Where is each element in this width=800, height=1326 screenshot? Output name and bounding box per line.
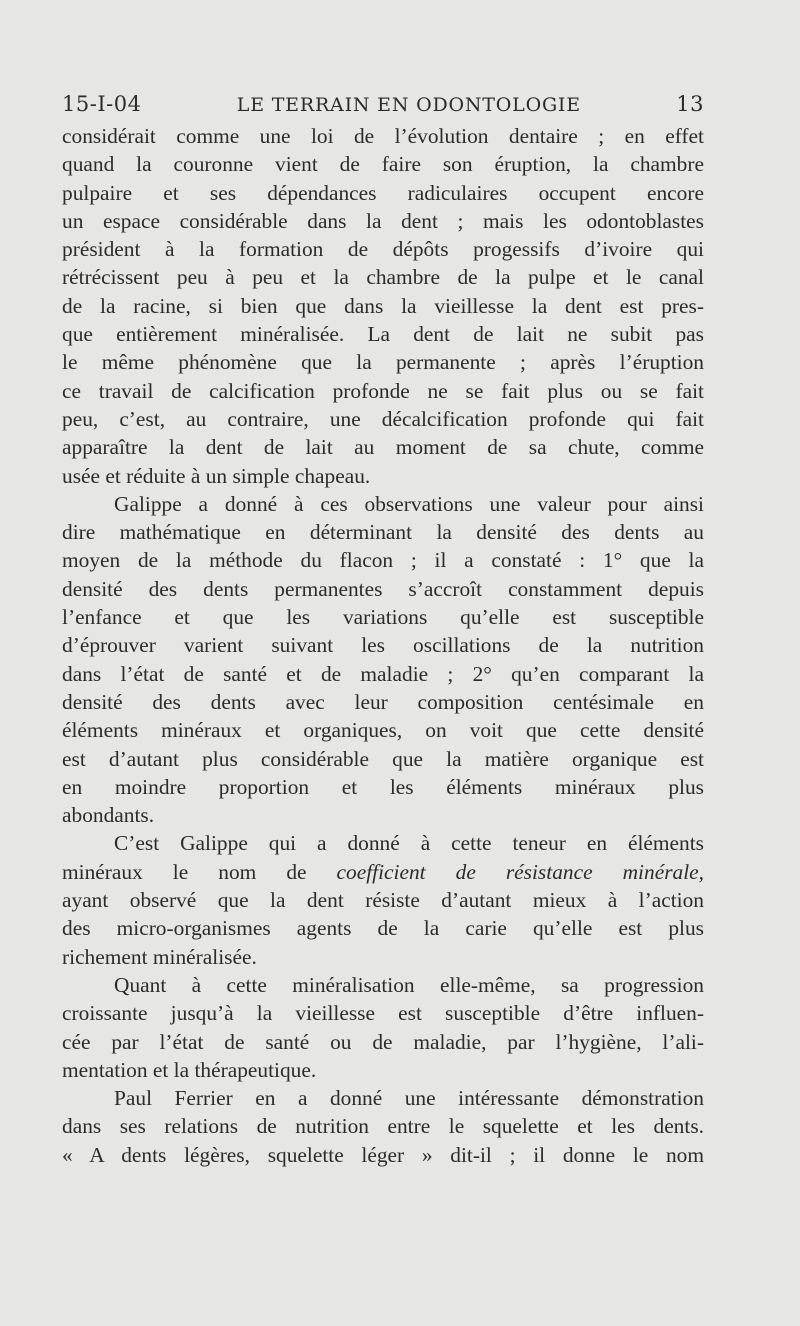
text-line: cée par l’état de santé ou de maladie, par l’hygiène, l’ali- — [62, 1029, 704, 1054]
text-line: moyen de la méthode du flacon ; il a constaté : 1° que la — [62, 548, 704, 573]
text-line: dans ses relations de nutrition entre le squelette et les dents. — [62, 1114, 704, 1139]
text-line: dire mathématique en déterminant la densité des dents au — [62, 520, 704, 545]
text-line: un espace considérable dans la dent ; mais les odontoblastes — [62, 208, 704, 233]
text-line: abondants. — [62, 803, 155, 828]
text-line: mentation et la thérapeutique. — [62, 1057, 317, 1082]
paragraph-4 — [62, 971, 704, 1084]
text-line: peu, c’est, au contraire, une décalcification profonde qui fait — [62, 406, 704, 431]
text-line: rétrécissent peu à peu et la chambre de la pulpe et le canal — [62, 265, 704, 290]
text-line: en moindre proportion et les éléments minéraux plus — [62, 774, 704, 799]
paragraph-3 — [62, 829, 704, 970]
text-line: éléments minéraux et organiques, on voit que cette densité — [62, 718, 704, 743]
text-line: usée et réduite à un simple chapeau. — [62, 463, 371, 488]
text-line: considérait comme une loi de l’évolution dentaire ; en effet — [62, 124, 704, 148]
text-line: est d’autant plus considérable que la matière organique est — [62, 746, 704, 771]
text-run: minéraux le nom de — [62, 859, 337, 884]
paragraph-5 — [62, 1084, 704, 1169]
text-line: apparaître la dent de lait au moment de sa chute, comme — [62, 435, 704, 460]
header-date: 15-I-04 — [62, 92, 142, 116]
text-line — [62, 858, 704, 886]
page-number: 13 — [676, 92, 704, 116]
text-line: Paul Ferrier en a donné une intéressante démonstration — [114, 1086, 704, 1111]
text-line: pulpaire et ses dépendances radiculaires occupent encore — [62, 180, 704, 205]
text-line: C’est Galippe qui a donné à cette teneur en éléments — [114, 831, 704, 856]
text-line: croissante jusqu’à la vieillesse est susceptible d’être influen- — [62, 1001, 704, 1026]
header-title: LE TERRAIN EN ODONTOLOGIE — [236, 94, 581, 116]
text-line: richement minéralisée. — [62, 944, 257, 969]
text-line: l’enfance et que les variations qu’elle est susceptible — [62, 605, 704, 630]
text-line: « A dents légères, squelette léger » dit-il ; il donne le nom — [62, 1142, 704, 1167]
text-line: ce travail de calcification profonde ne se fait plus ou se fait — [62, 378, 704, 403]
text-line: densité des dents avec leur composition centésimale en — [62, 689, 704, 714]
paragraph-1 — [62, 122, 704, 490]
text-line: ayant observé que la dent résiste d’autant mieux à l’action — [62, 888, 704, 913]
text-line: de la racine, si bien que dans la vieillesse la dent est pres- — [62, 293, 704, 318]
text-line: dans l’état de santé et de maladie ; 2° qu’en comparant la — [62, 661, 704, 686]
text-line: d’éprouver varient suivant les oscillations de la nutrition — [62, 633, 704, 658]
text-line: des micro-organismes agents de la carie qu’elle est plus — [62, 916, 704, 941]
text-line: le même phénomène que la permanente ; après l’éruption — [62, 350, 704, 375]
text-line: que entièrement minéralisée. La dent de lait ne subit pas — [62, 322, 704, 347]
italic-term: coefficient de résistance minérale, — [336, 859, 704, 884]
text-line: président à la formation de dépôts progessifs d’ivoire qui — [62, 237, 704, 262]
text-line: Galippe a donné à ces observations une valeur pour ainsi — [114, 491, 704, 516]
text-line: Quant à cette minéralisation elle-même, sa progression — [114, 972, 704, 997]
paragraph-2 — [62, 490, 704, 830]
text-line: quand la couronne vient de faire son éruption, la chambre — [62, 152, 704, 177]
running-header — [62, 92, 704, 116]
text-line: densité des dents permanentes s’accroît constamment depuis — [62, 576, 704, 601]
